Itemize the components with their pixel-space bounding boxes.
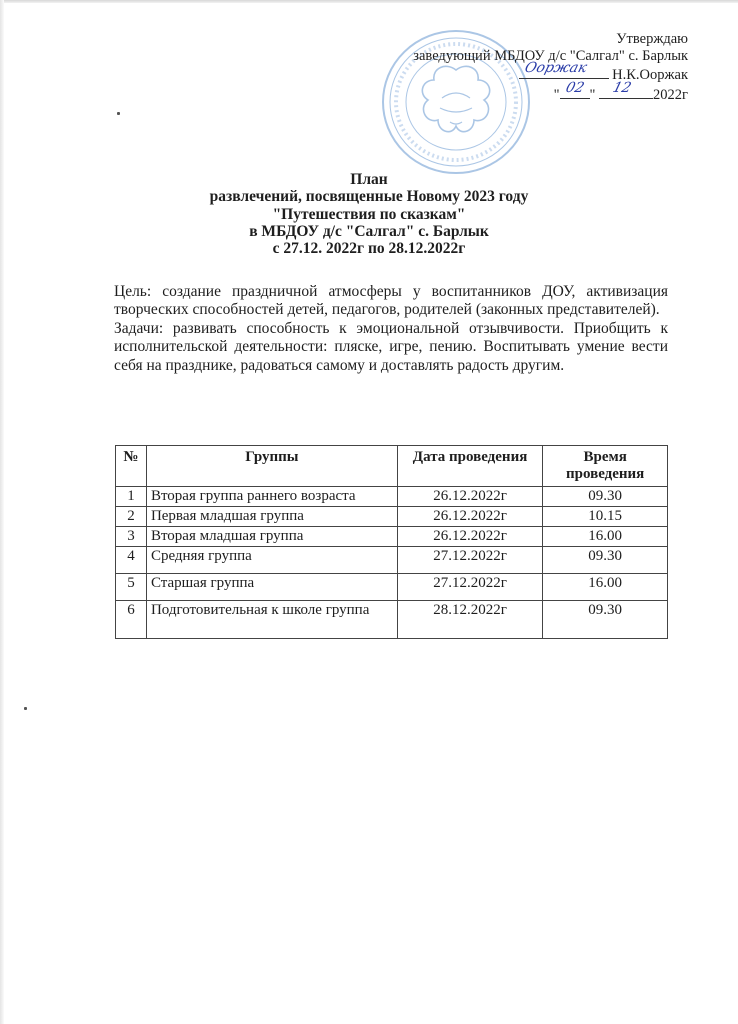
row-time: 09.30 [543,487,668,507]
title-line-4: в МБДОУ д/с "Салгал" с. Барлык [249,222,489,240]
scan-speck [117,112,120,115]
header-groups: Группы [146,446,397,487]
row-date: 26.12.2022г [397,487,542,507]
table-row [116,547,668,574]
row-number: 6 [116,601,147,639]
table-header-row [116,446,668,487]
handwritten-day: 02 [563,79,586,96]
row-date: 27.12.2022г [397,574,542,601]
title-line-3: "Путешествия по сказкам" [272,205,466,223]
title-line-2: развлечений, посвященные Новому 2023 году [209,188,529,206]
title-line-1: План [350,171,388,188]
document-body [114,283,668,375]
row-time: 09.30 [543,601,668,639]
row-group: Вторая младшая группа [146,527,397,547]
scan-edge-top [0,0,738,3]
tasks-paragraph: Задачи: развивать способность к эмоциональной отзывчивости. Приобщить к исполнительской деятельности: пляске, игре, пению. Воспитывать умение вести себя на празднике, радоваться самому и доставлять радость другим. [114,319,668,374]
signature-line [413,60,688,84]
signature-field [519,60,609,79]
header-date: Дата проведения [397,446,542,487]
document-title [0,171,738,257]
scan-speck [24,707,27,710]
date-year: 2022г [653,86,688,103]
header-time: Время проведения [543,446,668,487]
row-group: Вторая группа раннего возраста [146,487,397,507]
row-date: 28.12.2022г [397,601,542,639]
schedule-table [115,445,668,639]
approval-date-line: " 02 " 12 2022г [553,79,688,103]
row-time: 09.30 [543,547,668,574]
row-group: Подготовительная к школе группа [146,601,397,639]
row-number: 3 [116,527,147,547]
signature-name: Н.К.Ооржак [612,67,688,83]
row-date: 27.12.2022г [397,547,542,574]
header-number: № [116,446,147,487]
row-group: Средняя группа [146,547,397,574]
row-number: 5 [116,574,147,601]
row-number: 2 [116,507,147,527]
row-number: 4 [116,547,147,574]
goal-paragraph: Цель: создание праздничной атмосферы у воспитанников ДОУ, активизация творческих способностей детей, педагогов, родителей (законных представителей). [114,283,668,319]
table-row [116,574,668,601]
row-time: 10.15 [543,507,668,527]
row-date: 26.12.2022г [397,527,542,547]
handwritten-month: 12 [610,79,634,96]
approval-block [413,31,688,103]
handwritten-signature: Ооржак [522,60,589,76]
date-month-field [599,79,653,99]
row-group: Старшая группа [146,574,397,601]
row-time: 16.00 [543,574,668,601]
table-row [116,527,668,547]
date-day-field [560,79,590,99]
table-row [116,507,668,527]
scan-edge-left [0,0,4,1024]
table-row [116,601,668,639]
row-number: 1 [116,487,147,507]
table-row [116,487,668,507]
approval-position: заведующий МБДОУ д/с "Салгал" с. Барлык [413,47,688,64]
title-line-5: с 27.12. 2022г по 28.12.2022г [272,240,466,258]
row-time: 16.00 [543,527,668,547]
approval-heading: Утверждаю [616,31,688,47]
row-group: Первая младшая группа [146,507,397,527]
row-date: 26.12.2022г [397,507,542,527]
